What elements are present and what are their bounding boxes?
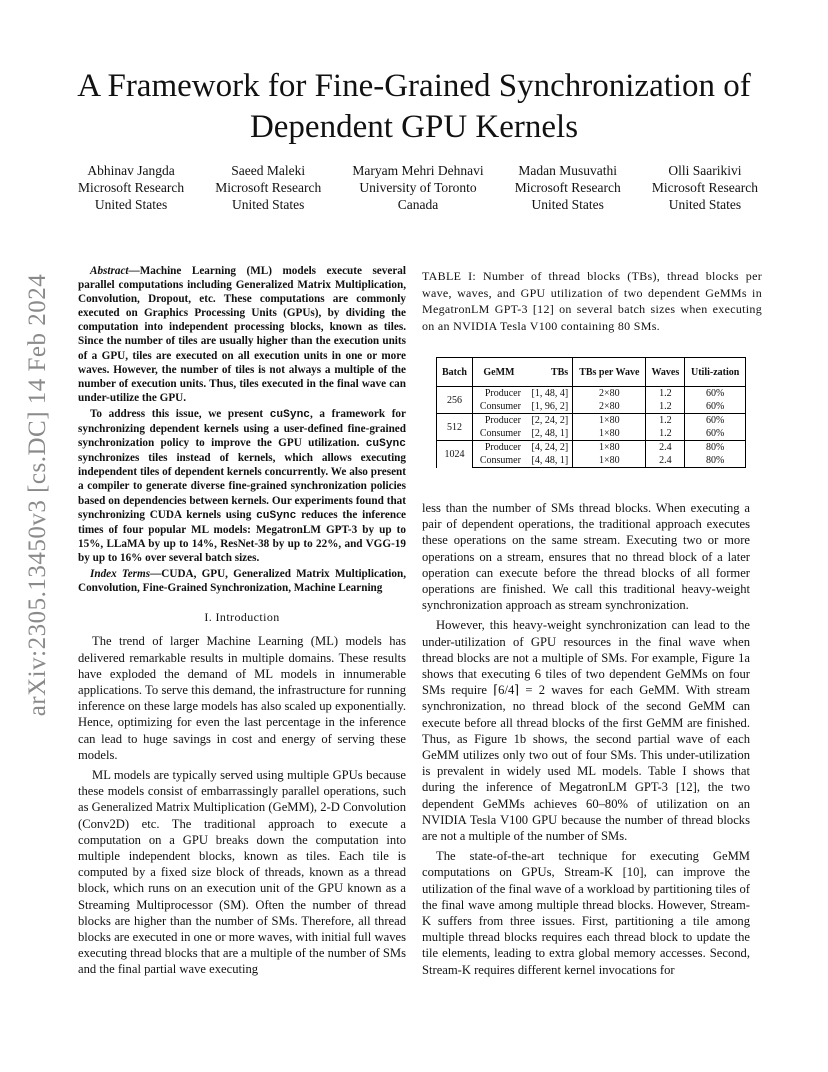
gemm-cell: Consumer <box>472 454 524 468</box>
tbs-per-wave-cell: 1×80 <box>573 441 646 455</box>
abstract-label: Abstract <box>90 265 129 277</box>
cusync-name: cuSync <box>269 408 311 421</box>
author <box>515 162 621 213</box>
author <box>215 162 321 213</box>
author <box>78 162 184 213</box>
tbs-per-wave-cell: 2×80 <box>573 387 646 401</box>
tbs-cell: [1, 96, 2] <box>525 400 573 414</box>
arxiv-identifier: arXiv:2305.13450v3 [cs.DC] 14 Feb 2024 <box>24 273 51 717</box>
table-row <box>437 387 746 401</box>
tbs-cell: [4, 48, 1] <box>525 454 573 468</box>
abstract-paragraph-2 <box>78 407 406 565</box>
author-list <box>78 162 758 213</box>
author-name: Madan Musuvathi <box>518 163 618 178</box>
author-country: United States <box>94 197 168 212</box>
batch-cell: 1024 <box>437 441 473 468</box>
author-affiliation: Microsoft Research <box>651 180 758 195</box>
author <box>652 162 758 213</box>
column-header: TBs per Wave <box>573 358 646 387</box>
body-paragraph-2: However, this heavy-weight synchronization can lead to the under-utilization of GPU resources in the final wave when thread blocks are not a multiple of SMs. For example, Figure 1a shows that executing 6 tiles of two dependent GeMMs on four SMs require ⌈6/4⌉ = 2 waves for each GeMM. With stream synchronization, no thread block of the second GeMM can execute before all thread blocks of the first GeMM are finished. Thus, as Figure 1b shows, the second partial wave of each GeMM utilizes only two out of four SMs. This under-utilization is prevalent in widely used ML models. Table I shows that during the inference of MegatronLM GPT-3 [12], the two dependent GeMMs achieves 60–80% of utilization on an NVIDIA Tesla V100 GPU because the number of thread blocks are not a multiple of the number of SMs. <box>422 618 750 844</box>
gemm-cell: Consumer <box>479 428 521 439</box>
intro-paragraph-1: The trend of larger Machine Learning (ML) models has delivered remarkable results in multiple domains. These results have exploded the demand of ML models in innumerable applications. To serve this demand, the infrastructure for running inference on these large models has also scaled up exponentially. Hence, optimizing for even the last percentage in the inference can lead to huge savings in cost and energy of serving these models. <box>78 634 406 762</box>
abstract-text-2c: synchronizes tiles instead of kernels, which allows executing independent tiles of dependent kernels concurrently. We also present a compiler to generate diverse fine-grained synchronization policies based on dependencies between kernels. Our experiments found that synchronizing CUDA kernels using <box>78 452 406 521</box>
batch-cell: 256 <box>437 387 473 414</box>
author-country: Canada <box>397 197 439 212</box>
left-column <box>78 264 406 978</box>
table-row <box>437 454 746 468</box>
author-name: Abhinav Jangda <box>87 163 175 178</box>
waves-cell: 1.2 <box>646 387 685 401</box>
body-paragraph-1: less than the number of SMs thread blocks. When executing a pair of dependent operations, the traditional approach executes these operations on the same stream. Executing two or more operations on a stream, ensures that no thread block of a later operation can execute before the thread blocks of all former operations are finished. We call this traditional heavy-weight synchronization approach as stream synchronization. <box>422 501 750 613</box>
waves-cell: 2.4 <box>646 441 685 455</box>
intro-paragraph-2: ML models are typically served using multiple GPUs because these models consist of embarrassingly parallel operations, such as Generalized Matrix Multiplication (GeMM), 2-D Convolution (Conv2D) etc. The traditional approach to execute a computation on a GPU breaks down the computation into multiple independent blocks, known as tiles. Each tile is computed by a fixed size block of threads, known as a thread block, which runs on an execution unit of the GPU known as a Streaming Multiprocessor (SM). Often the number of thread blocks are higher than the number of SMs. Therefore, all thread blocks are executed in one or more waves, with initial full waves executing thread blocks that are a multiple of the number of SMs and the final partial wave executing <box>78 767 406 977</box>
abstract-text-2b: , a framework for synchronizing dependent kernels using a user-defined fine-grained synchronization policy to improve the GPU utilization. <box>78 407 406 450</box>
author-country: United States <box>531 197 604 212</box>
title-line-1: A Framework for Fine-Grained Synchronization of <box>77 68 751 104</box>
utilization-cell: 60% <box>685 414 746 428</box>
gemm-cell: Consumer <box>479 401 521 412</box>
author-affiliation: Microsoft Research <box>78 180 185 195</box>
abstract-text-1: Machine Learning (ML) models execute several parallel computations including Generalized Matrix Multiplication, Convolution, Dropout, etc. These computations are commonly executed on Graphics Processing Units (GPUs), by dividing the computation into independent processing blocks, known as tiles. Since the number of tiles are usually higher than the execution units of a GPU, tiles are executed on all execution units in one or more waves. However, the number of tiles is not always a multiple of the number of execution units. Thus, tiles executed in the final wave can under-utilize the GPU. <box>78 265 406 404</box>
gemm-cell: Producer <box>472 387 524 401</box>
index-terms-label: Index Terms <box>90 567 151 580</box>
paper-title <box>60 66 768 148</box>
section-heading: I. Introduction <box>204 610 280 625</box>
table-caption: TABLE I: Number of thread blocks (TBs), thread blocks per wave, waves, and GPU utilization of two dependent GeMMs in MegatronLM GPT-3 [12] on several batch sizes when executing on an NVIDIA Tesla V100 containing 80 SMs. <box>422 269 762 333</box>
column-header: GeMM <box>472 358 524 387</box>
author-affiliation: University of Toronto <box>359 180 477 195</box>
utilization-cell: 60% <box>685 387 746 401</box>
index-terms-text: CUDA, GPU, Generalized Matrix Multiplication, Convolution, Fine-Grained Synchronization, Machine Learning <box>78 567 406 595</box>
tbs-per-wave-cell: 1×80 <box>573 427 646 441</box>
tbs-per-wave-cell: 1×80 <box>573 414 646 428</box>
author-affiliation: Microsoft Research <box>215 180 322 195</box>
table-row <box>437 441 746 455</box>
right-column <box>422 500 750 978</box>
index-terms: Index Terms—CUDA, GPU, Generalized Matrix Multiplication, Convolution, Fine-Grained Synchronization, Machine Learning <box>78 567 406 595</box>
utilization-cell: 60% <box>685 400 746 414</box>
tbs-cell: [4, 24, 2] <box>525 441 573 455</box>
gemm-cell: Producer <box>472 414 524 428</box>
arxiv-sidebar <box>20 273 56 717</box>
abstract-text-2d: reduces the inference times of four popular ML models: MegatronLM GPT-3 by up to 15%, LLaMA by up to 14%, ResNet-38 by up to 22%, and VGG-19 by up to 16% over several batch sizes. <box>78 508 406 564</box>
column-header: Waves <box>646 358 685 387</box>
waves-cell: 2.4 <box>646 454 685 468</box>
gemm-cell: Producer <box>472 441 524 455</box>
author-name: Saeed Maleki <box>231 163 306 178</box>
author-country: United States <box>668 197 742 212</box>
cusync-name: cuSync <box>256 509 297 522</box>
abstract-paragraph-1: Abstract—Machine Learning (ML) models execute several parallel computations including Generalized Matrix Multiplication, Convolution, Dropout, etc. These computations are commonly executed on Graphics Processing Units (GPUs), by dividing the computation into independent processing blocks, known as tiles. Since the number of tiles are usually higher than the execution units of a GPU, tiles are executed on all execution units in one or more waves. However, the number of tiles is not always a multiple of the number of execution units. Thus, tiles executed in the final wave can under-utilize the GPU. <box>78 265 406 404</box>
table-row <box>437 400 746 414</box>
column-header: Utili-zation <box>685 358 746 387</box>
abstract-text-2a: To address this issue, we present <box>90 407 270 420</box>
table-row <box>437 414 746 428</box>
column-header: TBs <box>525 358 573 387</box>
tbs-cell: [2, 48, 1] <box>525 427 573 441</box>
data-table <box>436 357 746 468</box>
body-paragraph-3: The state-of-the-art technique for executing GeMM computations on GPUs, Stream-K [10], can improve the utilization of the final wave of a workload by partitioning tiles of the final wave among multiple thread blocks. However, Stream-K suffers from three issues. First, partitioning a tile among multiple thread blocks requires each thread block to update the tile elements, leading to extra global memory accesses. Second, Stream-K requires different kernel invocations for <box>422 849 750 977</box>
waves-cell: 1.2 <box>646 414 685 428</box>
cusync-name: cuSync <box>365 438 406 451</box>
tbs-cell: [1, 48, 4] <box>525 387 573 401</box>
utilization-cell: 80% <box>685 441 746 455</box>
tbs-cell: [2, 24, 2] <box>525 414 573 428</box>
column-header: Batch <box>437 358 473 387</box>
tbs-per-wave-cell: 2×80 <box>573 400 646 414</box>
utilization-cell: 80% <box>685 454 746 468</box>
author-affiliation: Microsoft Research <box>514 180 621 195</box>
author-name: Olli Saarikivi <box>668 163 742 178</box>
table-row <box>437 427 746 441</box>
author <box>352 162 483 213</box>
tbs-per-wave-cell: 1×80 <box>573 454 646 468</box>
waves-cell: 1.2 <box>646 427 685 441</box>
utilization-cell: 60% <box>685 427 746 441</box>
waves-cell: 1.2 <box>646 400 685 414</box>
title-line-2: Dependent GPU Kernels <box>249 109 579 145</box>
batch-cell: 512 <box>437 414 473 441</box>
author-name: Maryam Mehri Dehnavi <box>352 163 484 178</box>
author-country: United States <box>232 197 305 212</box>
